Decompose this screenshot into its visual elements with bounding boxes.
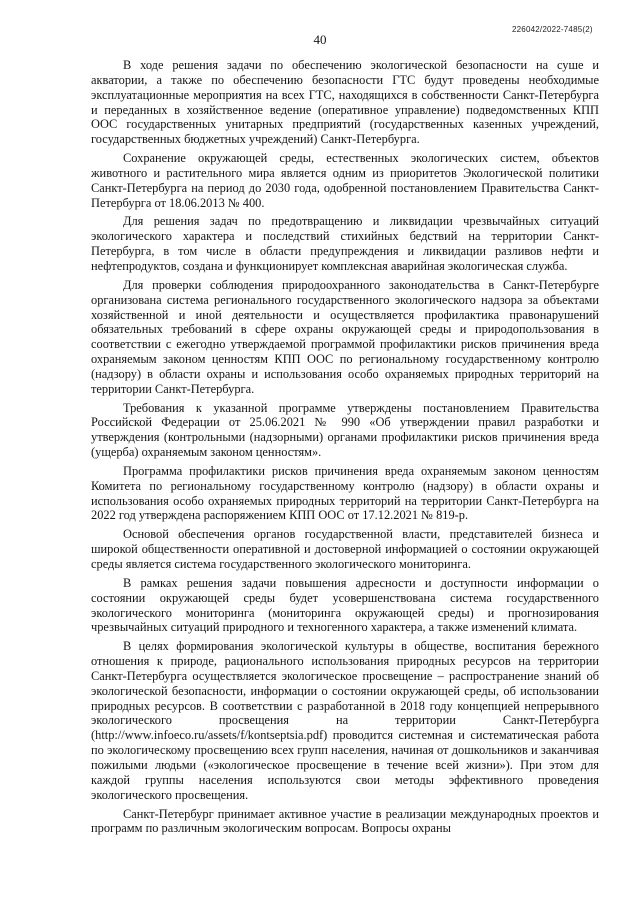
paragraph-environment-preservation: Сохранение окружающей среды, естественных экологических систем, объектов животного и растительного мира является одним из приоритетов Экологической политики Санкт-Петербурга на период до 2030 года, одобренной постановлением Правительства Санкт-Петербурга от 18.06.2013 № 400.	[91, 151, 599, 210]
paragraph-program-requirements: Требования к указанной программе утверждены постановлением Правительства Российской Федерации от 25.06.2021 № 990 «Об утверждении правил разработки и утверждения (контрольными (надзорными) органами профилактики рисков причинения вреда (ущерба) охраняемым законом ценностям».	[91, 400, 599, 460]
page-number: 40	[313, 32, 327, 47]
paragraph-prevention-program: Программа профилактики рисков причинения вреда охраняемым законом ценностям Комитета по региональному государственному контролю (надзору) в области охраны и использования особо охраняемых природных территорий на территории Санкт-Петербурга на 2022 год утверждена распоряжением КПП ООС от 17.12.2021 № 819-р.	[91, 463, 599, 523]
paragraph-emergency-service: Для решения задач по предотвращению и ликвидации чрезвычайных ситуаций экологического характера и последствий стихийных бедствий на территории Санкт-Петербурга, в том числе в области предупреждения и ликвидации разливов нефти и нефтепродуктов, создана и функционирует комплексная аварийная экологическая служба.	[91, 214, 599, 273]
document-id: 226042/2022-7485(2)	[512, 25, 593, 34]
paragraph-monitoring-improvement: В рамках решения задачи повышения адресности и доступности информации о состоянии окружающей среды будет усовершенствована система государственного экологического мониторинга (мониторинга окружающей среды) и прогнозирования чрезвычайных ситуаций природного и техногенного характера, а также изменений климата.	[91, 575, 599, 635]
document-body	[91, 58, 599, 836]
paragraph-ecological-education: В целях формирования экологической культуры в обществе, воспитания бережного отношения к природе, рационального использования природных ресурсов на территории Санкт-Петербурга осуществляется экологическое просвещение – распространение знаний об экологической безопасности, информации о состоянии окружающей среды, об использовании природных ресурсов. В соответствии с разработанной в 2018 году концепцией непрерывного экологического просвещения на территории Санкт-Петербурга (http://www.infoeco.ru/assets/f/kontseptsia.pdf) проводится системная и систематическая работа по экологическому просвещению всех групп населения, начиная от дошкольников и заканчивая пожилыми людьми («экологическое просвещение в течение всей жизни»). При этом для каждой группы населения используются свои методы эффективного проведения экологического просвещения.	[91, 639, 599, 802]
paragraph-monitoring-basis: Основой обеспечения органов государственной власти, представителей бизнеса и широкой общественности оперативной и достоверной информацией о состоянии окружающей среды является система государственного экологического мониторинга.	[91, 527, 599, 571]
paragraph-environmental-supervision: Для проверки соблюдения природоохранного законодательства в Санкт-Петербурге организована система регионального государственного экологического надзора за объектами хозяйственной и иной деятельности и осуществляется профилактика правонарушений обязательных требований в сфере охраны окружающей среды и природопользования в соответствии с ежегодно утверждаемой программой профилактики рисков причинения вреда охраняемым законом ценностям КПП ООС по региональному государственному контролю (надзору) в области охраны и использования особо охраняемых природных территорий на территории Санкт-Петербурга.	[91, 277, 599, 396]
paragraph-international-projects: Санкт-Петербург принимает активное участие в реализации международных проектов и программ по различным экологическим вопросам. Вопросы охраны	[91, 806, 599, 836]
paragraph-ecological-safety: В ходе решения задачи по обеспечению экологической безопасности на суше и акватории, а также по обеспечению безопасности ГТС будут проведены необходимые эксплуатационные мероприятия на всех ГТС, находящихся в собственности Санкт-Петербурга и переданных в хозяйственное ведение (оперативное управление) подведомственных КПП ООС государственных унитарных предприятий (государственных казенных учреждений, государственных бюджетных учреждений) Санкт-Петербурга.	[91, 58, 599, 147]
